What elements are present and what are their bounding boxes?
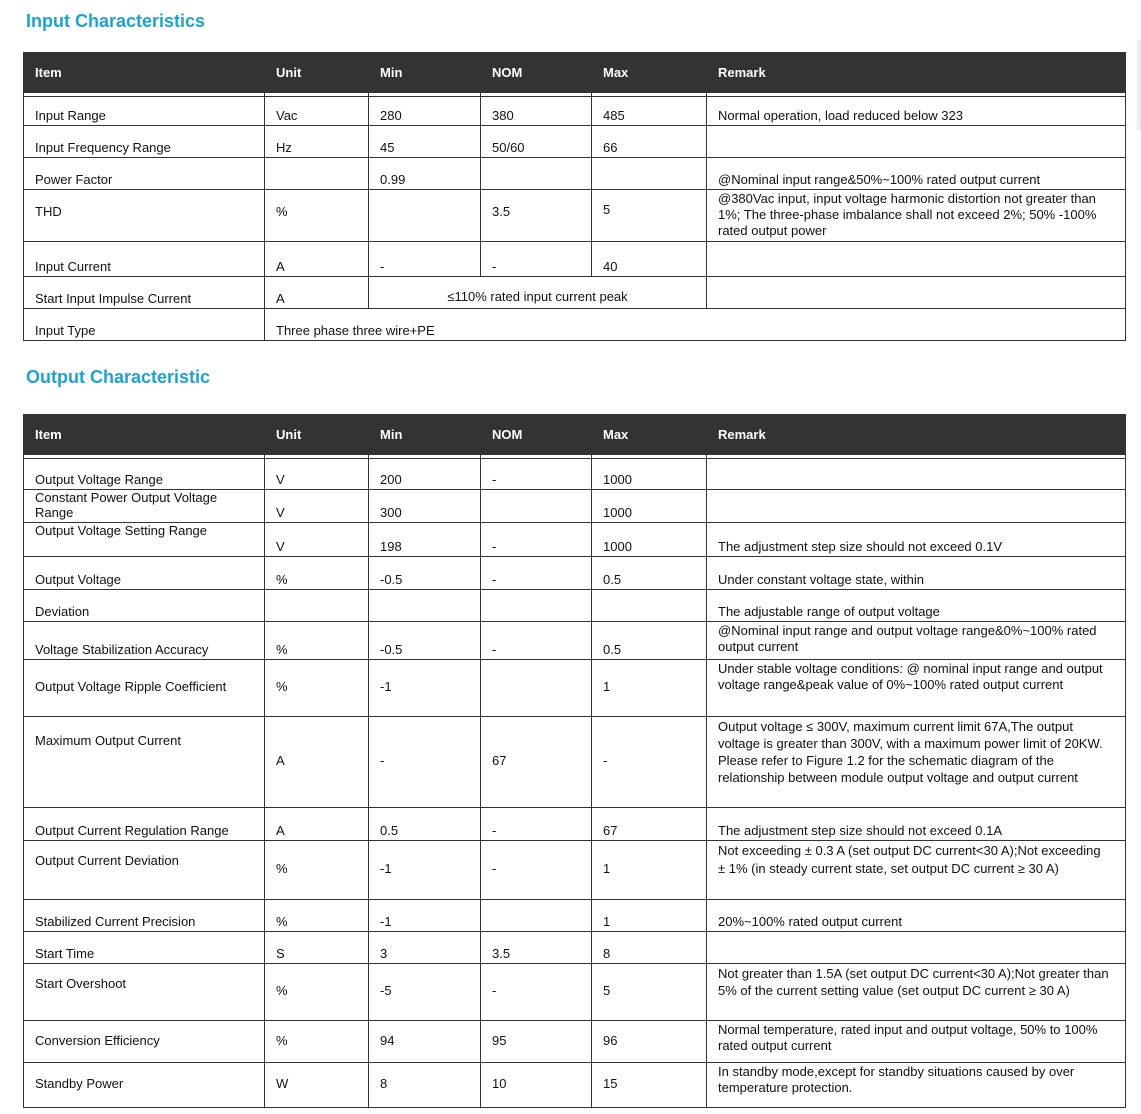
cell-nom: -	[481, 963, 592, 1020]
cell-item: Deviation	[24, 589, 265, 621]
cell-nom: -	[481, 241, 592, 276]
cell-max: 66	[592, 125, 707, 157]
cell-item: Output Voltage	[24, 556, 265, 589]
header-item: Item	[24, 52, 265, 93]
cell-item: Maximum Output Current	[24, 716, 265, 807]
table-row	[24, 963, 1126, 1020]
cell-max	[592, 157, 707, 189]
table-row	[24, 157, 1126, 189]
cell-max: 485	[592, 96, 707, 125]
table-row	[24, 621, 1126, 659]
cell-min: 200	[369, 458, 481, 489]
cell-nom	[481, 589, 592, 621]
cell-item: Output Voltage Setting Range	[24, 522, 265, 556]
cell-item: Voltage Stabilization Accuracy	[24, 621, 265, 659]
cell-min: -0.5	[369, 621, 481, 659]
cell-remark: Under stable voltage conditions: @ nominal input range and output voltage range&peak value of 0%~100% rated output current	[707, 659, 1126, 716]
cell-item: Input Type	[24, 308, 265, 340]
cell-min: 280	[369, 96, 481, 125]
cell-min: 3	[369, 931, 481, 963]
cell-max: 67	[592, 807, 707, 840]
output-section-title: Output Characteristic	[26, 367, 211, 387]
cell-item: Input Frequency Range	[24, 125, 265, 157]
cell-min: -5	[369, 963, 481, 1020]
cell-remark: The adjustment step size should not exceed 0.1V	[707, 522, 1126, 556]
cell-unit: A	[265, 276, 369, 308]
cell-max: 1	[592, 899, 707, 931]
cell-max: 1000	[592, 522, 707, 556]
cell-min	[369, 589, 481, 621]
table-row	[24, 716, 1126, 807]
header-unit: Unit	[265, 52, 369, 93]
cell-remark: The adjustment step size should not exceed 0.1A	[707, 807, 1126, 840]
cell-nom: 3.5	[481, 189, 592, 241]
table-row	[24, 489, 1126, 522]
cell-min: 94	[369, 1020, 481, 1062]
table-row	[24, 125, 1126, 157]
cell-unit: S	[265, 931, 369, 963]
page-edge-shadow	[1135, 40, 1141, 130]
cell-min	[369, 189, 481, 241]
cell-item: Start Overshoot	[24, 963, 265, 1020]
cell-max: 1	[592, 659, 707, 716]
cell-unit: %	[265, 556, 369, 589]
cell-max	[592, 589, 707, 621]
cell-unit: V	[265, 489, 369, 522]
table-row	[24, 840, 1126, 899]
output-characteristic-table	[23, 414, 1126, 1108]
cell-min: -	[369, 241, 481, 276]
cell-item: Standby Power	[24, 1062, 265, 1107]
cell-item: Conversion Efficiency	[24, 1020, 265, 1062]
cell-remark	[707, 458, 1126, 489]
cell-min: -	[369, 716, 481, 807]
cell-nom: 67	[481, 716, 592, 807]
cell-item: THD	[24, 189, 265, 241]
table-row	[24, 96, 1126, 125]
cell-unit: Hz	[265, 125, 369, 157]
cell-unit: W	[265, 1062, 369, 1107]
header-unit: Unit	[265, 414, 369, 455]
cell-min: 300	[369, 489, 481, 522]
table-row	[24, 241, 1126, 276]
cell-nom: -	[481, 458, 592, 489]
cell-item: Constant Power Output Voltage Range	[24, 489, 265, 522]
cell-remark: Output voltage ≤ 300V, maximum current limit 67A,The output voltage is greater than 300V, with a maximum power limit of 20KW. Please refer to Figure 1.2 for the schematic diagram of the relationship between module output voltage and output current	[707, 716, 1126, 807]
cell-remark: @380Vac input, input voltage harmonic distortion not greater than 1%; The three-phase imbalance shall not exceed 2%; 50% -100% rated output power	[707, 189, 1126, 241]
cell-max: 0.5	[592, 556, 707, 589]
cell-item: Output Voltage Range	[24, 458, 265, 489]
cell-max: 1	[592, 840, 707, 899]
table-row	[24, 458, 1126, 489]
cell-max: 1000	[592, 489, 707, 522]
cell-nom: -	[481, 807, 592, 840]
header-nom: NOM	[481, 52, 592, 93]
cell-unit	[265, 589, 369, 621]
cell-remark: 20%~100% rated output current	[707, 899, 1126, 931]
cell-unit: %	[265, 840, 369, 899]
cell-remark: In standby mode,except for standby situations caused by over temperature protection.	[707, 1062, 1126, 1107]
table-row	[24, 556, 1126, 589]
table-row	[24, 1062, 1126, 1107]
cell-item: Start Time	[24, 931, 265, 963]
cell-item: Output Current Deviation	[24, 840, 265, 899]
cell-unit: Vac	[265, 96, 369, 125]
cell-item: Start Input Impulse Current	[24, 276, 265, 308]
cell-unit: %	[265, 621, 369, 659]
cell-max: 40	[592, 241, 707, 276]
cell-max: 96	[592, 1020, 707, 1062]
table-header-row	[24, 414, 1126, 455]
cell-remark: Normal operation, load reduced below 323	[707, 96, 1126, 125]
cell-max: 8	[592, 931, 707, 963]
cell-unit: A	[265, 807, 369, 840]
cell-remark: @Nominal input range and output voltage range&0%~100% rated output current	[707, 621, 1126, 659]
header-max: Max	[592, 414, 707, 455]
cell-min: 45	[369, 125, 481, 157]
cell-nom: -	[481, 621, 592, 659]
table-row	[24, 931, 1126, 963]
cell-remark: Not greater than 1.5A (set output DC current<30 A);Not greater than 5% of the current setting value (set output DC current ≥ 30 A)	[707, 963, 1126, 1020]
table-row	[24, 659, 1126, 716]
cell-nom	[481, 899, 592, 931]
header-max: Max	[592, 52, 707, 93]
cell-min: -0.5	[369, 556, 481, 589]
cell-min: 0.99	[369, 157, 481, 189]
cell-max: 0.5	[592, 621, 707, 659]
cell-remark: Under constant voltage state, within	[707, 556, 1126, 589]
cell-max: 15	[592, 1062, 707, 1107]
table-row	[24, 276, 1126, 308]
cell-remark: @Nominal input range&50%~100% rated output current	[707, 157, 1126, 189]
cell-merged-wide: Three phase three wire+PE	[265, 308, 1126, 340]
table-row	[24, 1020, 1126, 1062]
cell-max: 5	[592, 189, 707, 241]
input-characteristics-table	[23, 52, 1126, 341]
cell-nom: 3.5	[481, 931, 592, 963]
table-row	[24, 589, 1126, 621]
cell-min: 8	[369, 1062, 481, 1107]
header-remark: Remark	[707, 52, 1126, 93]
cell-min: 0.5	[369, 807, 481, 840]
header-item: Item	[24, 414, 265, 455]
cell-item: Power Factor	[24, 157, 265, 189]
cell-nom: -	[481, 556, 592, 589]
cell-max: 1000	[592, 458, 707, 489]
cell-unit: A	[265, 716, 369, 807]
cell-min: -1	[369, 840, 481, 899]
input-section-title: Input Characteristics	[26, 11, 206, 31]
cell-unit	[265, 157, 369, 189]
cell-unit: V	[265, 458, 369, 489]
cell-item: Input Current	[24, 241, 265, 276]
cell-unit: V	[265, 522, 369, 556]
header-remark: Remark	[707, 414, 1126, 455]
cell-min: 198	[369, 522, 481, 556]
cell-nom: 10	[481, 1062, 592, 1107]
header-nom: NOM	[481, 414, 592, 455]
cell-min: -1	[369, 659, 481, 716]
cell-nom: 95	[481, 1020, 592, 1062]
cell-max: 5	[592, 963, 707, 1020]
cell-item: Stabilized Current Precision	[24, 899, 265, 931]
cell-nom: 50/60	[481, 125, 592, 157]
cell-nom	[481, 659, 592, 716]
cell-remark	[707, 241, 1126, 276]
cell-item: Output Current Regulation Range	[24, 807, 265, 840]
header-min: Min	[369, 414, 481, 455]
cell-nom: -	[481, 522, 592, 556]
cell-nom: 380	[481, 96, 592, 125]
table-header-row	[24, 52, 1126, 93]
cell-unit: %	[265, 189, 369, 241]
cell-remark	[707, 489, 1126, 522]
cell-merged-value: ≤110% rated input current peak	[369, 276, 707, 308]
table-row	[24, 899, 1126, 931]
cell-unit: A	[265, 241, 369, 276]
cell-min: -1	[369, 899, 481, 931]
cell-remark: The adjustable range of output voltage	[707, 589, 1126, 621]
cell-unit: %	[265, 1020, 369, 1062]
cell-remark	[707, 931, 1126, 963]
header-min: Min	[369, 52, 481, 93]
table-row	[24, 308, 1126, 340]
cell-remark: Not exceeding ± 0.3 A (set output DC current<30 A);Not exceeding ± 1% (in steady current state, set output DC current ≥ 30 A)	[707, 840, 1126, 899]
table-row	[24, 522, 1126, 556]
cell-nom	[481, 489, 592, 522]
cell-max: -	[592, 716, 707, 807]
cell-nom	[481, 157, 592, 189]
cell-item: Input Range	[24, 96, 265, 125]
cell-unit: %	[265, 963, 369, 1020]
cell-remark	[707, 276, 1126, 308]
cell-unit: %	[265, 659, 369, 716]
table-row	[24, 189, 1126, 241]
cell-nom: -	[481, 840, 592, 899]
table-row	[24, 807, 1126, 840]
cell-remark: Normal temperature, rated input and output voltage, 50% to 100% rated output current	[707, 1020, 1126, 1062]
cell-remark	[707, 125, 1126, 157]
cell-item: Output Voltage Ripple Coefficient	[24, 659, 265, 716]
cell-unit: %	[265, 899, 369, 931]
